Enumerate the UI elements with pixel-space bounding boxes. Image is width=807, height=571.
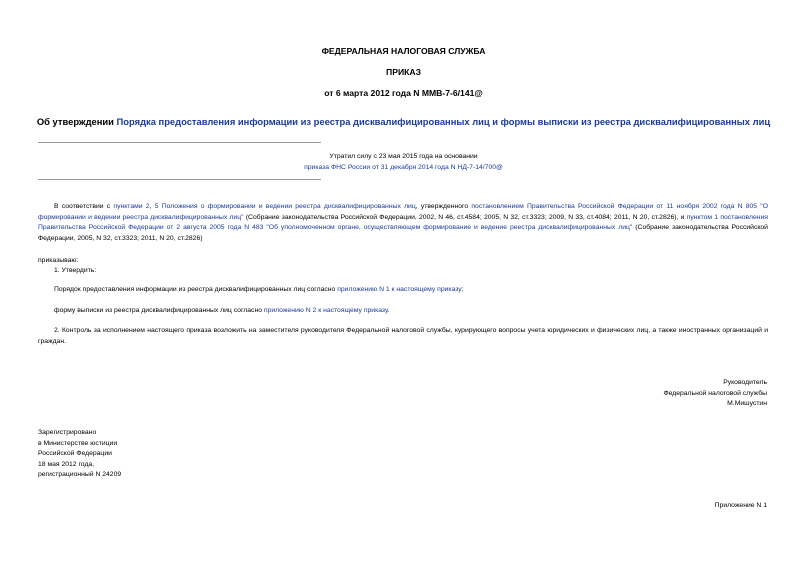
signature-name: М.Мишустин [727, 400, 767, 408]
registration-line-1: Зарегистрировано [38, 429, 97, 436]
registration-line-2: в Министерстве юстиции [38, 439, 118, 447]
approve-item-1 [54, 285, 464, 296]
agency-name: ФЕДЕРАЛЬНАЯ НАЛОГОВАЯ СЛУЖБА [321, 46, 486, 56]
page-title [0, 116, 807, 127]
registration-line-4: 18 мая 2012 года, [38, 460, 95, 468]
registration-line-3: Российской Федерации [38, 450, 112, 458]
approve2-end: . [387, 307, 390, 314]
title-link[interactable]: Порядка предоставления информации из реестра дисквалифицированных лиц и формы выписки из реестра дисквалифицированных лиц [116, 116, 771, 127]
link-regulation[interactable]: 5 Положения о формировании и ведении реестра дисквалифицированных лиц [154, 203, 416, 210]
divider-bottom [38, 179, 321, 180]
approve1-text: Порядок предоставления информации из реестра дисквалифицированных лиц согласно [54, 286, 338, 293]
order-word: приказываю: [38, 257, 79, 264]
repeal-order-link[interactable]: приказа ФНС России от 31 декабря 2014 года N НД-7-14/700@ [304, 164, 503, 171]
appendix-2-link[interactable]: приложению N 2 к настоящему приказу [263, 307, 388, 314]
preamble-text-1: В соответствии с [54, 203, 114, 210]
item-2: 2. Контроль за исполнением настоящего приказа возложить на заместителя руководителя Федеральной налоговой службы, курирующего вопросы учета юридических и физических лиц, а также иностранных организаций и граждан. [38, 327, 768, 345]
divider-top [38, 142, 321, 143]
approve-item-2 [54, 306, 390, 317]
registration-block [38, 428, 121, 481]
appendix-1-link[interactable]: приложению N 1 к настоящему приказу [337, 286, 462, 293]
signature-title: Руководитель [723, 379, 767, 386]
item-1: 1. Утвердить: [54, 267, 97, 274]
doc-type: ПРИКАЗ [386, 67, 421, 77]
preamble-text-3: , утвержденного [415, 203, 472, 210]
link-point-2[interactable]: пунктами 2 [113, 203, 150, 210]
status-note-line1: Утратил силу с 23 мая 2015 года на основании [329, 153, 478, 160]
appendix-label: Приложение N 1 [714, 502, 767, 509]
doc-date: от 6 марта 2012 года N ММВ-7-6/141@ [324, 88, 483, 98]
signature-block [467, 378, 767, 410]
registration-line-5: регистрационный N 24209 [38, 471, 122, 479]
signature-agency: Федеральной налоговой службы [663, 389, 767, 397]
preamble-text-2: , [149, 203, 155, 210]
title-prefix: Об утверждении [36, 116, 117, 127]
status-note-line2 [0, 163, 807, 174]
approve2-text: форму выписки из реестра дисквалифицированных лиц согласно [54, 307, 264, 314]
preamble-text-5: (Собрание законодательства Российской Федерации, 2005, N 32, ст.3323; 2011, N 20, ст.2826) [38, 224, 768, 242]
approve1-end: ; [461, 286, 464, 293]
preamble-paragraph [38, 202, 768, 244]
link-decree-483[interactable]: пунктом 1 постановления Правительства Российской Федерации от 2 августа 2005 года N 483 "Об уполномоченном органе, осуществляющем формирование и ведение реестра дисквалифицированных лиц" [38, 213, 768, 232]
link-decree-805[interactable]: постановлением Правительства Российской Федерации от 11 ноября 2002 года N 805 "О формировании и ведении реестра дисквалифицированных лиц" [38, 203, 768, 221]
preamble-text-4: (Собрание законодательства Российской Федерации, 2002, N 46, ст.4584; 2005, N 32, ст.3323; 2009, N 33, ст.4084; 2011, N 20, ст.2826), и [243, 213, 687, 221]
